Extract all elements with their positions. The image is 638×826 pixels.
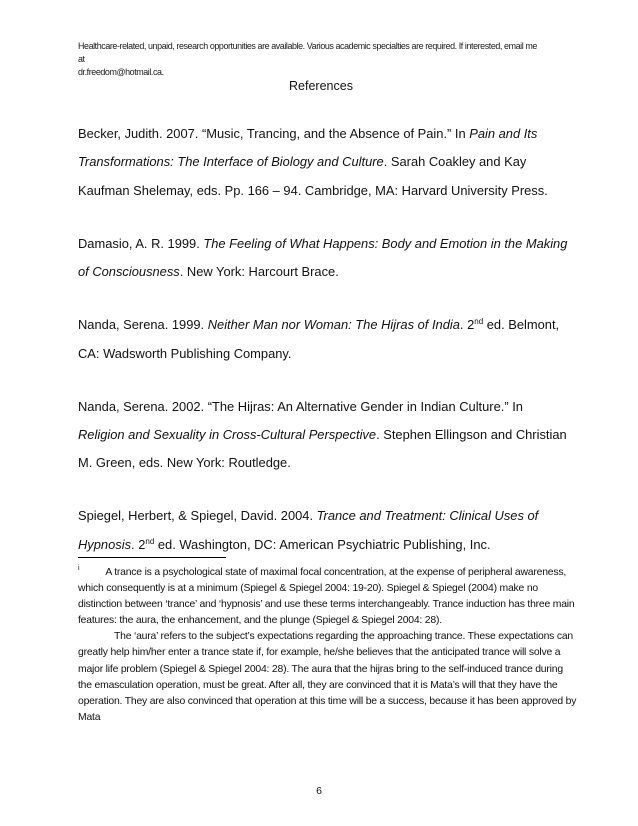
page-header: [78, 40, 543, 79]
page-title: References: [289, 79, 353, 93]
reference-entry-spiegel-2004: Spiegel, Herbert, & Spiegel, David. 2004. Trance and Treatment: Clinical Uses of Hypnosis. 2nd ed. Washington, DC: American Psychiatric Publishing, Inc.: [78, 508, 539, 552]
header-notice-line-1: Healthcare-related, unpaid, research opportunities are available. Various academic specialties are required. If interested, email me at: [78, 41, 537, 65]
reference-entry-nanda-2002: Nanda, Serena. 2002. “The Hijras: An Alternative Gender in Indian Culture.” In Religion and Sexuality in Cross-Cultural Perspective. Stephen Ellingson and Christian M. Green, eds. New York: Routledge.: [78, 398, 567, 471]
footnote-marker: i: [78, 565, 80, 572]
reference-entry-becker-2007: Becker, Judith. 2007. “Music, Trancing, and the Absence of Pain.” In Pain and Its Transformations: The Interface of Biology and Culture. Sarah Coakley and Kay Kaufman Shelemay, eds. Pp. 166 – 94. Cambridge, MA: Harvard University Press.: [78, 126, 548, 198]
reference-entry-damasio-1999: Damasio, A. R. 1999. The Feeling of What Happens: Body and Emotion in the Making of Consciousness. New York: Harcourt Brace.: [78, 235, 568, 280]
reference-entry-nanda-1999: Nanda, Serena. 1999. Neither Man nor Woman: The Hijras of India. 2nd ed. Belmont, CA: Wadsworth Publishing Company.: [78, 317, 560, 361]
footnote-separator: [78, 557, 226, 558]
footnote: [78, 565, 578, 726]
header-notice-line-2: dr.freedom@hotmail.ca.: [78, 67, 164, 78]
page-number: 6: [316, 785, 322, 797]
footnote-paragraph-1: $^i$ A trance is a psychological state of maximal focal concentration, at the expense of peripheral awareness, which consequently is at a minimum (Spiegel & Spiegel 2004: 19-20). Spiegel & Spiegel (2004) make no distinction between ‘trance’ and ‘hypnosis’ and use these terms interchangeably. Trance induction has three main features: the aura, the enhancement, and the plunge (Spiegel & Spiegel 2004: 28).: [78, 565, 575, 627]
footnote-paragraph-2: The ‘aura’ refers to the subject’s expectations regarding the approaching trance. These expectations can greatly help him/her enter a trance state if, for example, he/she believes that the anticipated trance will solve a major life problem (Spiegel & Spiegel 2004: 28). The aura that the hijras bring to the self-induced trance during the emasculation operation, must be great. After all, they are convinced that it is Mata’s will that they have the operation. They are also convinced that operation at this time will be a success, because it has been approved by Mata: [78, 631, 577, 723]
reference-list: [78, 120, 568, 584]
